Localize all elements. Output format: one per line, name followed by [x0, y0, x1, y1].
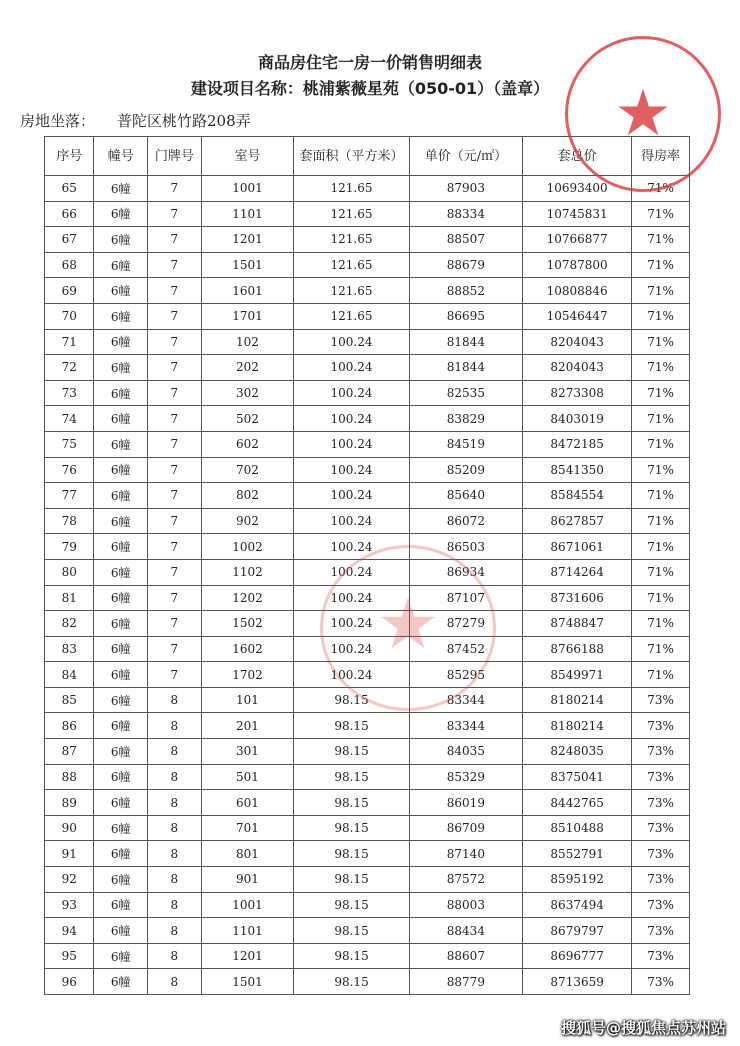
table-cell: 91: [45, 841, 94, 867]
table-cell: 7: [148, 380, 202, 406]
table-cell: 98.15: [294, 739, 409, 765]
table-cell: 6幢: [94, 355, 148, 381]
table-cell: 85640: [409, 483, 522, 509]
table-cell: 100.24: [294, 585, 409, 611]
table-row: [45, 406, 690, 432]
table-row: [45, 355, 690, 381]
table-cell: 73%: [632, 867, 690, 893]
table-cell: 1501: [201, 252, 294, 278]
table-cell: 78: [45, 508, 94, 534]
table-cell: 6幢: [94, 278, 148, 304]
table-cell: 8541350: [523, 457, 632, 483]
table-cell: 82: [45, 611, 94, 637]
table-cell: 6幢: [94, 252, 148, 278]
table-cell: 98.15: [294, 764, 409, 790]
table-cell: 71%: [632, 278, 690, 304]
table-cell: 8679797: [523, 918, 632, 944]
table-row: [45, 790, 690, 816]
table-row: [45, 252, 690, 278]
table-cell: 8714264: [523, 559, 632, 585]
table-cell: 84035: [409, 739, 522, 765]
table-cell: 121.65: [294, 252, 409, 278]
table-cell: 71%: [632, 329, 690, 355]
location-label: 房地坐落：: [20, 112, 96, 130]
column-header: 套面积（平方米）: [294, 137, 409, 176]
table-cell: 6幢: [94, 176, 148, 202]
table-cell: 67: [45, 227, 94, 253]
table-cell: 86503: [409, 534, 522, 560]
table-cell: 7: [148, 329, 202, 355]
table-cell: 8: [148, 790, 202, 816]
table-cell: 87: [45, 739, 94, 765]
table-cell: 76: [45, 457, 94, 483]
table-cell: 8552791: [523, 841, 632, 867]
table-cell: 8731606: [523, 585, 632, 611]
star-icon: ★: [614, 77, 672, 151]
table-cell: 7: [148, 406, 202, 432]
table-cell: 8204043: [523, 355, 632, 381]
watermark: 搜狐号@搜狐焦点苏州站: [560, 1019, 726, 1037]
table-row: [45, 918, 690, 944]
faded-seal: [320, 545, 496, 711]
table-cell: 7: [148, 662, 202, 688]
table-cell: 201: [201, 713, 294, 739]
table-cell: 6幢: [94, 687, 148, 713]
table-cell: 8671061: [523, 534, 632, 560]
table-cell: 1101: [201, 918, 294, 944]
table-cell: 71%: [632, 303, 690, 329]
table-cell: 88607: [409, 943, 522, 969]
table-row: [45, 867, 690, 893]
table-cell: 84519: [409, 431, 522, 457]
table-cell: 71%: [632, 252, 690, 278]
table-cell: 100.24: [294, 508, 409, 534]
table-cell: 83: [45, 636, 94, 662]
table-cell: 81: [45, 585, 94, 611]
table-cell: 7: [148, 278, 202, 304]
table-cell: 100.24: [294, 431, 409, 457]
table-cell: 10745831: [523, 201, 632, 227]
table-cell: 6幢: [94, 790, 148, 816]
table-cell: 98.15: [294, 969, 409, 995]
table-cell: 702: [201, 457, 294, 483]
column-header: 序号: [45, 137, 94, 176]
table-cell: 1002: [201, 534, 294, 560]
table-cell: 8180214: [523, 713, 632, 739]
table-row: [45, 713, 690, 739]
table-cell: 98.15: [294, 687, 409, 713]
table-cell: 8549971: [523, 662, 632, 688]
table-cell: 7: [148, 636, 202, 662]
table-cell: 100.24: [294, 355, 409, 381]
table-cell: 88434: [409, 918, 522, 944]
table-cell: 88507: [409, 227, 522, 253]
table-cell: 87903: [409, 176, 522, 202]
table-cell: 8713659: [523, 969, 632, 995]
table-cell: 92: [45, 867, 94, 893]
column-header: 门牌号: [148, 137, 202, 176]
table-cell: 1702: [201, 662, 294, 688]
table-row: [45, 380, 690, 406]
table-cell: 95: [45, 943, 94, 969]
table-cell: 1602: [201, 636, 294, 662]
table-cell: 85329: [409, 764, 522, 790]
table-cell: 8: [148, 841, 202, 867]
table-cell: 73%: [632, 739, 690, 765]
document-title: 商品房住宅一房一价销售明细表: [257, 53, 482, 72]
table-cell: 100.24: [294, 534, 409, 560]
table-cell: 87107: [409, 585, 522, 611]
table-cell: 98.15: [294, 943, 409, 969]
table-row: [45, 483, 690, 509]
table-cell: 121.65: [294, 278, 409, 304]
table-cell: 8584554: [523, 483, 632, 509]
table-cell: 7: [148, 201, 202, 227]
table-row: [45, 841, 690, 867]
table-cell: 100.24: [294, 457, 409, 483]
table-cell: 73%: [632, 790, 690, 816]
table-cell: 8: [148, 892, 202, 918]
table-cell: 71%: [632, 636, 690, 662]
table-cell: 98.15: [294, 713, 409, 739]
table-cell: 7: [148, 483, 202, 509]
table-row: [45, 201, 690, 227]
table-cell: 100.24: [294, 611, 409, 637]
table-cell: 8510488: [523, 815, 632, 841]
table-cell: 87279: [409, 611, 522, 637]
table-cell: 501: [201, 764, 294, 790]
table-cell: 73%: [632, 892, 690, 918]
table-cell: 602: [201, 431, 294, 457]
table-cell: 6幢: [94, 611, 148, 637]
table-cell: 8403019: [523, 406, 632, 432]
table-cell: 121.65: [294, 201, 409, 227]
table-cell: 8: [148, 687, 202, 713]
table-cell: 85: [45, 687, 94, 713]
table-cell: 85295: [409, 662, 522, 688]
table-cell: 7: [148, 227, 202, 253]
table-cell: 71%: [632, 534, 690, 560]
table-cell: 100.24: [294, 483, 409, 509]
table-cell: 89: [45, 790, 94, 816]
table-cell: 6幢: [94, 534, 148, 560]
property-location: [20, 110, 251, 131]
table-cell: 8: [148, 713, 202, 739]
table-cell: 100.24: [294, 559, 409, 585]
table-cell: 10766877: [523, 227, 632, 253]
table-cell: 71%: [632, 483, 690, 509]
table-cell: 73%: [632, 687, 690, 713]
table-cell: 100.24: [294, 380, 409, 406]
column-header: 得房率: [632, 137, 690, 176]
table-row: [45, 508, 690, 534]
table-row: [45, 969, 690, 995]
table-cell: 100.24: [294, 406, 409, 432]
table-cell: 71%: [632, 406, 690, 432]
table-row: [45, 892, 690, 918]
table-cell: 85209: [409, 457, 522, 483]
location-value: 普陀区桃竹路208弄: [117, 112, 251, 130]
table-cell: 6幢: [94, 559, 148, 585]
table-cell: 802: [201, 483, 294, 509]
column-header: 套总价: [523, 137, 632, 176]
table-cell: 73%: [632, 918, 690, 944]
table-cell: 101: [201, 687, 294, 713]
table-row: [45, 457, 690, 483]
table-cell: 8204043: [523, 329, 632, 355]
table-cell: 6幢: [94, 943, 148, 969]
table-cell: 801: [201, 841, 294, 867]
table-cell: 8766188: [523, 636, 632, 662]
table-cell: 7: [148, 508, 202, 534]
table-cell: 8273308: [523, 380, 632, 406]
table-cell: 88852: [409, 278, 522, 304]
table-cell: 87572: [409, 867, 522, 893]
table-cell: 6幢: [94, 841, 148, 867]
table-cell: 71%: [632, 611, 690, 637]
table-cell: 71%: [632, 559, 690, 585]
table-row: [45, 815, 690, 841]
table-cell: 7: [148, 559, 202, 585]
table-cell: 86934: [409, 559, 522, 585]
table-cell: 73%: [632, 943, 690, 969]
table-cell: 301: [201, 739, 294, 765]
table-cell: 7: [148, 355, 202, 381]
table-cell: 6幢: [94, 892, 148, 918]
table-cell: 77: [45, 483, 94, 509]
table-cell: 88: [45, 764, 94, 790]
table-cell: 83344: [409, 687, 522, 713]
table-cell: 6幢: [94, 969, 148, 995]
table-cell: 83829: [409, 406, 522, 432]
table-cell: 71%: [632, 457, 690, 483]
table-cell: 66: [45, 201, 94, 227]
table-cell: 86072: [409, 508, 522, 534]
table-row: [45, 176, 690, 202]
table-cell: 6幢: [94, 764, 148, 790]
table-cell: 1102: [201, 559, 294, 585]
table-cell: 71%: [632, 201, 690, 227]
table-cell: 8748847: [523, 611, 632, 637]
table-cell: 82535: [409, 380, 522, 406]
table-cell: 71: [45, 329, 94, 355]
table-cell: 71%: [632, 662, 690, 688]
table-cell: 7: [148, 585, 202, 611]
table-row: [45, 431, 690, 457]
table-row: [45, 303, 690, 329]
table-cell: 8595192: [523, 867, 632, 893]
table-cell: 7: [148, 176, 202, 202]
table-cell: 1501: [201, 969, 294, 995]
table-cell: 88334: [409, 201, 522, 227]
table-cell: 6幢: [94, 329, 148, 355]
table-cell: 202: [201, 355, 294, 381]
table-row: [45, 739, 690, 765]
table-cell: 6幢: [94, 483, 148, 509]
table-cell: 902: [201, 508, 294, 534]
table-cell: 96: [45, 969, 94, 995]
table-cell: 7: [148, 534, 202, 560]
table-cell: 86695: [409, 303, 522, 329]
column-header: 幢号: [94, 137, 148, 176]
table-cell: 8637494: [523, 892, 632, 918]
table-cell: 98.15: [294, 918, 409, 944]
table-cell: 102: [201, 329, 294, 355]
table-cell: 7: [148, 611, 202, 637]
table-cell: 1101: [201, 201, 294, 227]
table-cell: 88679: [409, 252, 522, 278]
table-row: [45, 227, 690, 253]
table-cell: 73%: [632, 841, 690, 867]
table-cell: 701: [201, 815, 294, 841]
table-cell: 68: [45, 252, 94, 278]
table-cell: 98.15: [294, 790, 409, 816]
table-cell: 98.15: [294, 841, 409, 867]
table-cell: 8: [148, 943, 202, 969]
table-cell: 8: [148, 764, 202, 790]
table-cell: 6幢: [94, 406, 148, 432]
table-cell: 10693400: [523, 176, 632, 202]
table-row: [45, 278, 690, 304]
table-cell: 6幢: [94, 508, 148, 534]
table-row: [45, 329, 690, 355]
table-cell: 80: [45, 559, 94, 585]
table-cell: 71%: [632, 176, 690, 202]
table-cell: 302: [201, 380, 294, 406]
table-cell: 6幢: [94, 380, 148, 406]
table-cell: 121.65: [294, 176, 409, 202]
table-cell: 70: [45, 303, 94, 329]
table-cell: 121.65: [294, 227, 409, 253]
table-cell: 88003: [409, 892, 522, 918]
table-cell: 71%: [632, 431, 690, 457]
table-cell: 73: [45, 380, 94, 406]
table-cell: 8: [148, 867, 202, 893]
table-cell: 8442765: [523, 790, 632, 816]
table-cell: 100.24: [294, 662, 409, 688]
star-icon: ★: [376, 583, 440, 665]
table-cell: 74: [45, 406, 94, 432]
table-row: [45, 943, 690, 969]
column-header: 室号: [201, 137, 294, 176]
table-cell: 86019: [409, 790, 522, 816]
table-cell: 1601: [201, 278, 294, 304]
table-cell: 8248035: [523, 739, 632, 765]
table-cell: 86709: [409, 815, 522, 841]
table-cell: 10808846: [523, 278, 632, 304]
table-cell: 73%: [632, 713, 690, 739]
table-cell: 601: [201, 790, 294, 816]
table-cell: 901: [201, 867, 294, 893]
table-cell: 6幢: [94, 815, 148, 841]
table-cell: 1201: [201, 943, 294, 969]
table-cell: 8696777: [523, 943, 632, 969]
table-row: [45, 764, 690, 790]
table-cell: 8: [148, 969, 202, 995]
table-cell: 71%: [632, 355, 690, 381]
table-cell: 6幢: [94, 662, 148, 688]
table-cell: 98.15: [294, 815, 409, 841]
table-cell: 73%: [632, 969, 690, 995]
table-cell: 81844: [409, 329, 522, 355]
table-cell: 98.15: [294, 892, 409, 918]
table-cell: 8627857: [523, 508, 632, 534]
table-cell: 8: [148, 739, 202, 765]
table-cell: 75: [45, 431, 94, 457]
table-cell: 8: [148, 815, 202, 841]
table-cell: 6幢: [94, 739, 148, 765]
table-cell: 86: [45, 713, 94, 739]
table-cell: 6幢: [94, 918, 148, 944]
table-cell: 10546447: [523, 303, 632, 329]
table-cell: 1202: [201, 585, 294, 611]
table-cell: 69: [45, 278, 94, 304]
table-cell: 6幢: [94, 867, 148, 893]
table-cell: 1001: [201, 892, 294, 918]
table-cell: 121.65: [294, 303, 409, 329]
table-cell: 100.24: [294, 329, 409, 355]
table-cell: 93: [45, 892, 94, 918]
table-cell: 87452: [409, 636, 522, 662]
table-cell: 87140: [409, 841, 522, 867]
table-cell: 6幢: [94, 303, 148, 329]
table-cell: 6幢: [94, 457, 148, 483]
table-cell: 71%: [632, 508, 690, 534]
table-cell: 83344: [409, 713, 522, 739]
table-cell: 8180214: [523, 687, 632, 713]
table-cell: 73%: [632, 764, 690, 790]
table-cell: 8: [148, 918, 202, 944]
table-cell: 65: [45, 176, 94, 202]
table-cell: 1502: [201, 611, 294, 637]
table-cell: 6幢: [94, 227, 148, 253]
table-cell: 1001: [201, 176, 294, 202]
table-cell: 10787800: [523, 252, 632, 278]
table-cell: 100.24: [294, 636, 409, 662]
table-cell: 6幢: [94, 201, 148, 227]
table-cell: 6幢: [94, 585, 148, 611]
table-cell: 98.15: [294, 867, 409, 893]
table-cell: 79: [45, 534, 94, 560]
table-cell: 90: [45, 815, 94, 841]
table-cell: 88779: [409, 969, 522, 995]
table-cell: 71%: [632, 227, 690, 253]
table-cell: 1201: [201, 227, 294, 253]
table-cell: 71%: [632, 585, 690, 611]
column-header: 单价（元/㎡）: [409, 137, 522, 176]
table-cell: 7: [148, 252, 202, 278]
table-cell: 8472185: [523, 431, 632, 457]
table-cell: 81844: [409, 355, 522, 381]
table-cell: 6幢: [94, 713, 148, 739]
table-cell: 72: [45, 355, 94, 381]
table-cell: 73%: [632, 815, 690, 841]
table-cell: 84: [45, 662, 94, 688]
project-name: 建设项目名称：桃浦紫薇星苑（050-01）（盖章）: [190, 79, 550, 98]
table-cell: 71%: [632, 380, 690, 406]
table-cell: 7: [148, 457, 202, 483]
table-cell: 8375041: [523, 764, 632, 790]
table-cell: 1701: [201, 303, 294, 329]
table-cell: 502: [201, 406, 294, 432]
official-seal: [565, 36, 721, 192]
table-cell: 7: [148, 431, 202, 457]
table-cell: 7: [148, 303, 202, 329]
table-cell: 6幢: [94, 431, 148, 457]
table-cell: 6幢: [94, 636, 148, 662]
table-cell: 94: [45, 918, 94, 944]
